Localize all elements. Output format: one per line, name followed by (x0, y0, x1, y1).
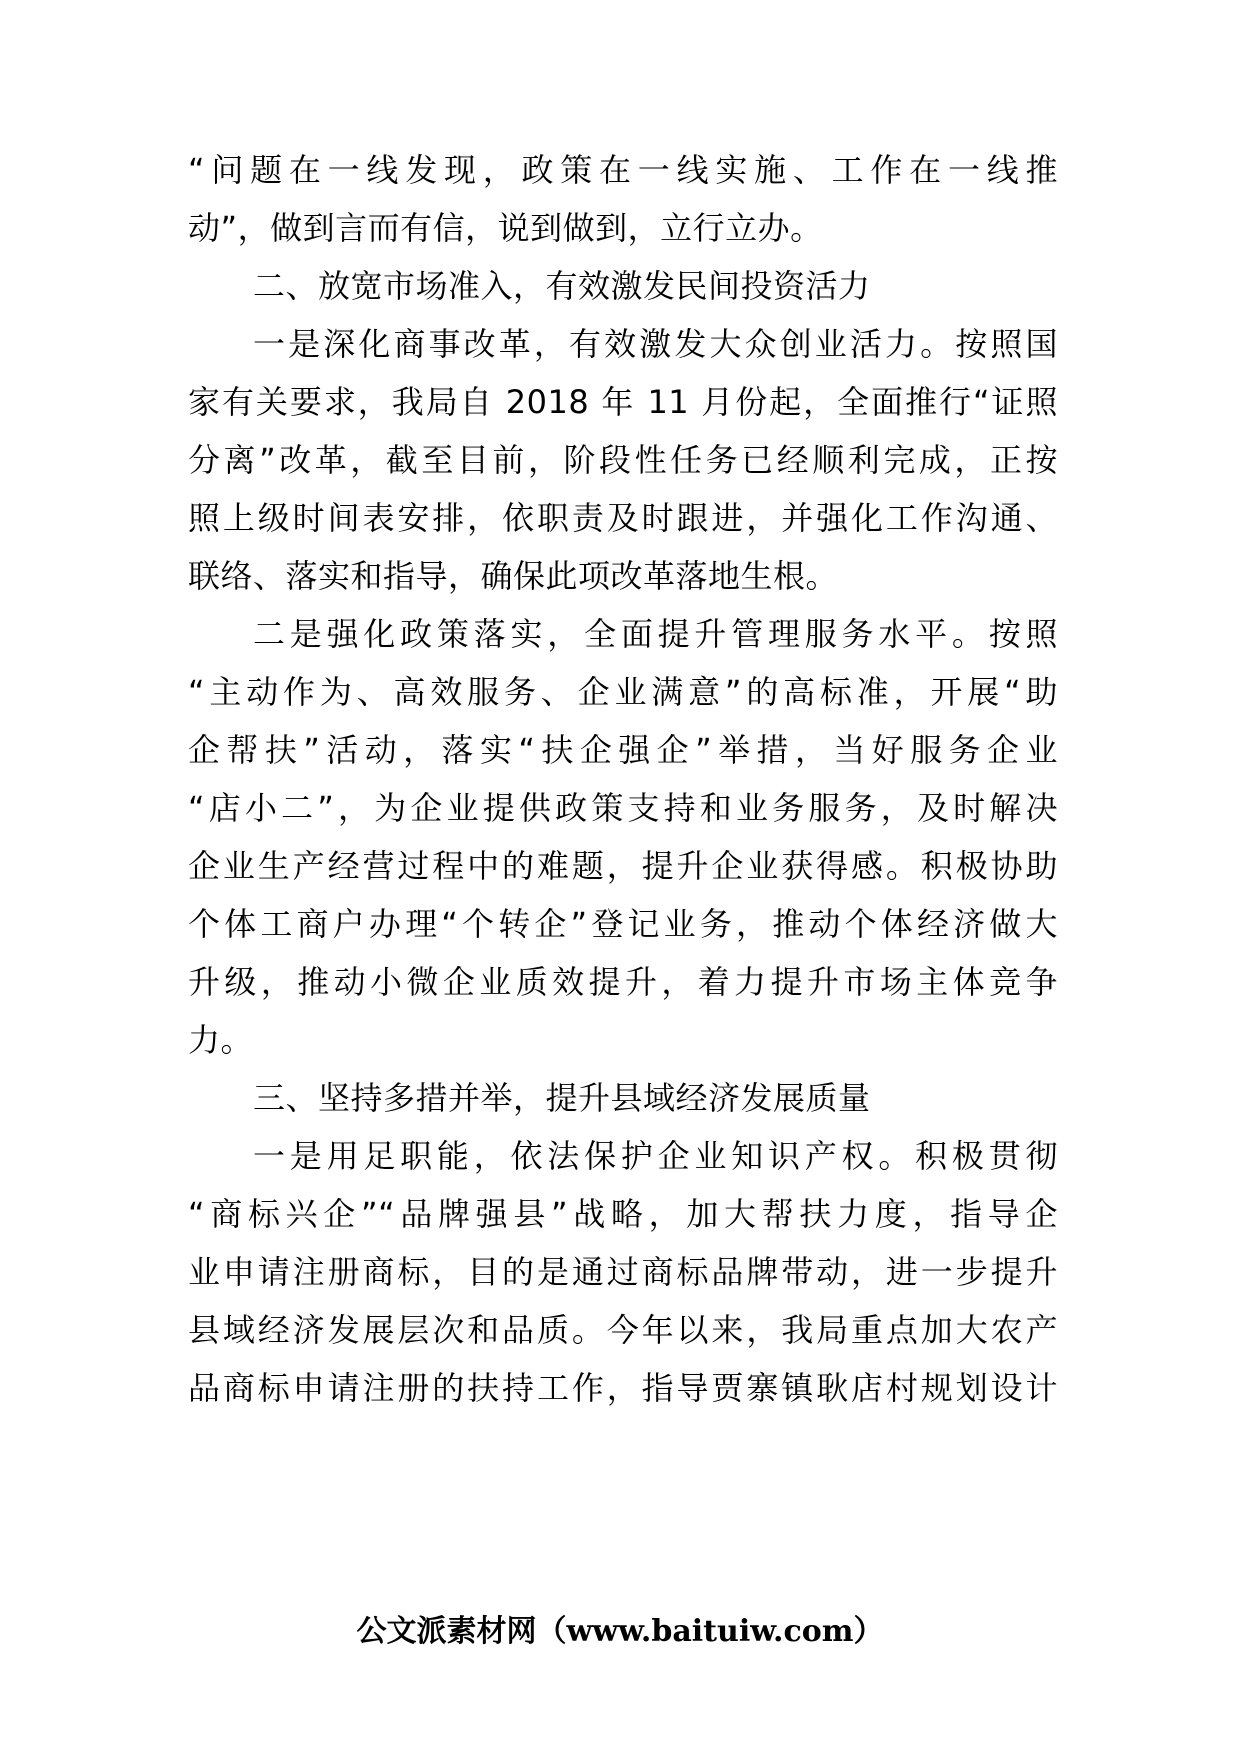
body-line: 业申请注册商标，目的是通过商标品牌带动，进一步提升 (188, 1253, 1058, 1291)
body-line: 分离”改革，截至目前，阶段性任务已经顺利完成，正按 (188, 441, 1058, 479)
body-line: 县域经济发展层次和品质。今年以来，我局重点加大农产 (188, 1311, 1058, 1349)
body-line: “商标兴企”“品牌强县”战略，加大帮扶力度，指导企 (188, 1195, 1058, 1233)
body-line: 企帮扶”活动，落实“扶企强企”举措，当好服务企业 (188, 731, 1058, 769)
body-line: 家有关要求，我局自 2018 年 11 月份起，全面推行“证照 (188, 383, 1058, 421)
body-line: 升级，推动小微企业质效提升，着力提升市场主体竞争 (188, 963, 1058, 1001)
body-line: 品商标申请注册的扶持工作，指导贾寨镇耿店村规划设计 (188, 1369, 1058, 1407)
body-line: 一是深化商事改革，有效激发大众创业活力。按照国 (253, 325, 1058, 363)
footer-url: www.baituiw.com (566, 1614, 854, 1649)
section-heading: 三、坚持多措并举，提升县域经济发展质量 (253, 1079, 871, 1117)
body-line: 个体工商户办理“个转企”登记业务，推动个体经济做大 (188, 905, 1058, 943)
body-line: 二是强化政策落实，全面提升管理服务水平。按照 (253, 615, 1058, 653)
body-line: 照上级时间表安排，依职责及时跟进，并强化工作沟通、 (188, 499, 1058, 537)
body-line: 企业生产经营过程中的难题，提升企业获得感。积极协助 (188, 847, 1058, 885)
body-line: “店小二”，为企业提供政策支持和业务服务，及时解决 (188, 789, 1058, 827)
page-footer (0, 1604, 1240, 1660)
footer-site-name: 公文派素材网 (356, 1614, 537, 1649)
body-line: 一是用足职能，依法保护企业知识产权。积极贯彻 (253, 1137, 1058, 1175)
footer-open-paren: （ (536, 1614, 567, 1649)
body-line: 联络、落实和指导，确保此项改革落地生根。 (188, 557, 839, 595)
body-line: 力。 (188, 1021, 254, 1059)
footer-close-paren: ） (853, 1614, 884, 1649)
body-line: “问题在一线发现，政策在一线实施、工作在一线推 (188, 151, 1058, 189)
body-line: 动”，做到言而有信，说到做到，立行立办。 (188, 209, 823, 247)
body-line: “主动作为、高效服务、企业满意”的高标准，开展“助 (188, 673, 1058, 711)
section-heading: 二、放宽市场准入，有效激发民间投资活力 (253, 267, 871, 305)
